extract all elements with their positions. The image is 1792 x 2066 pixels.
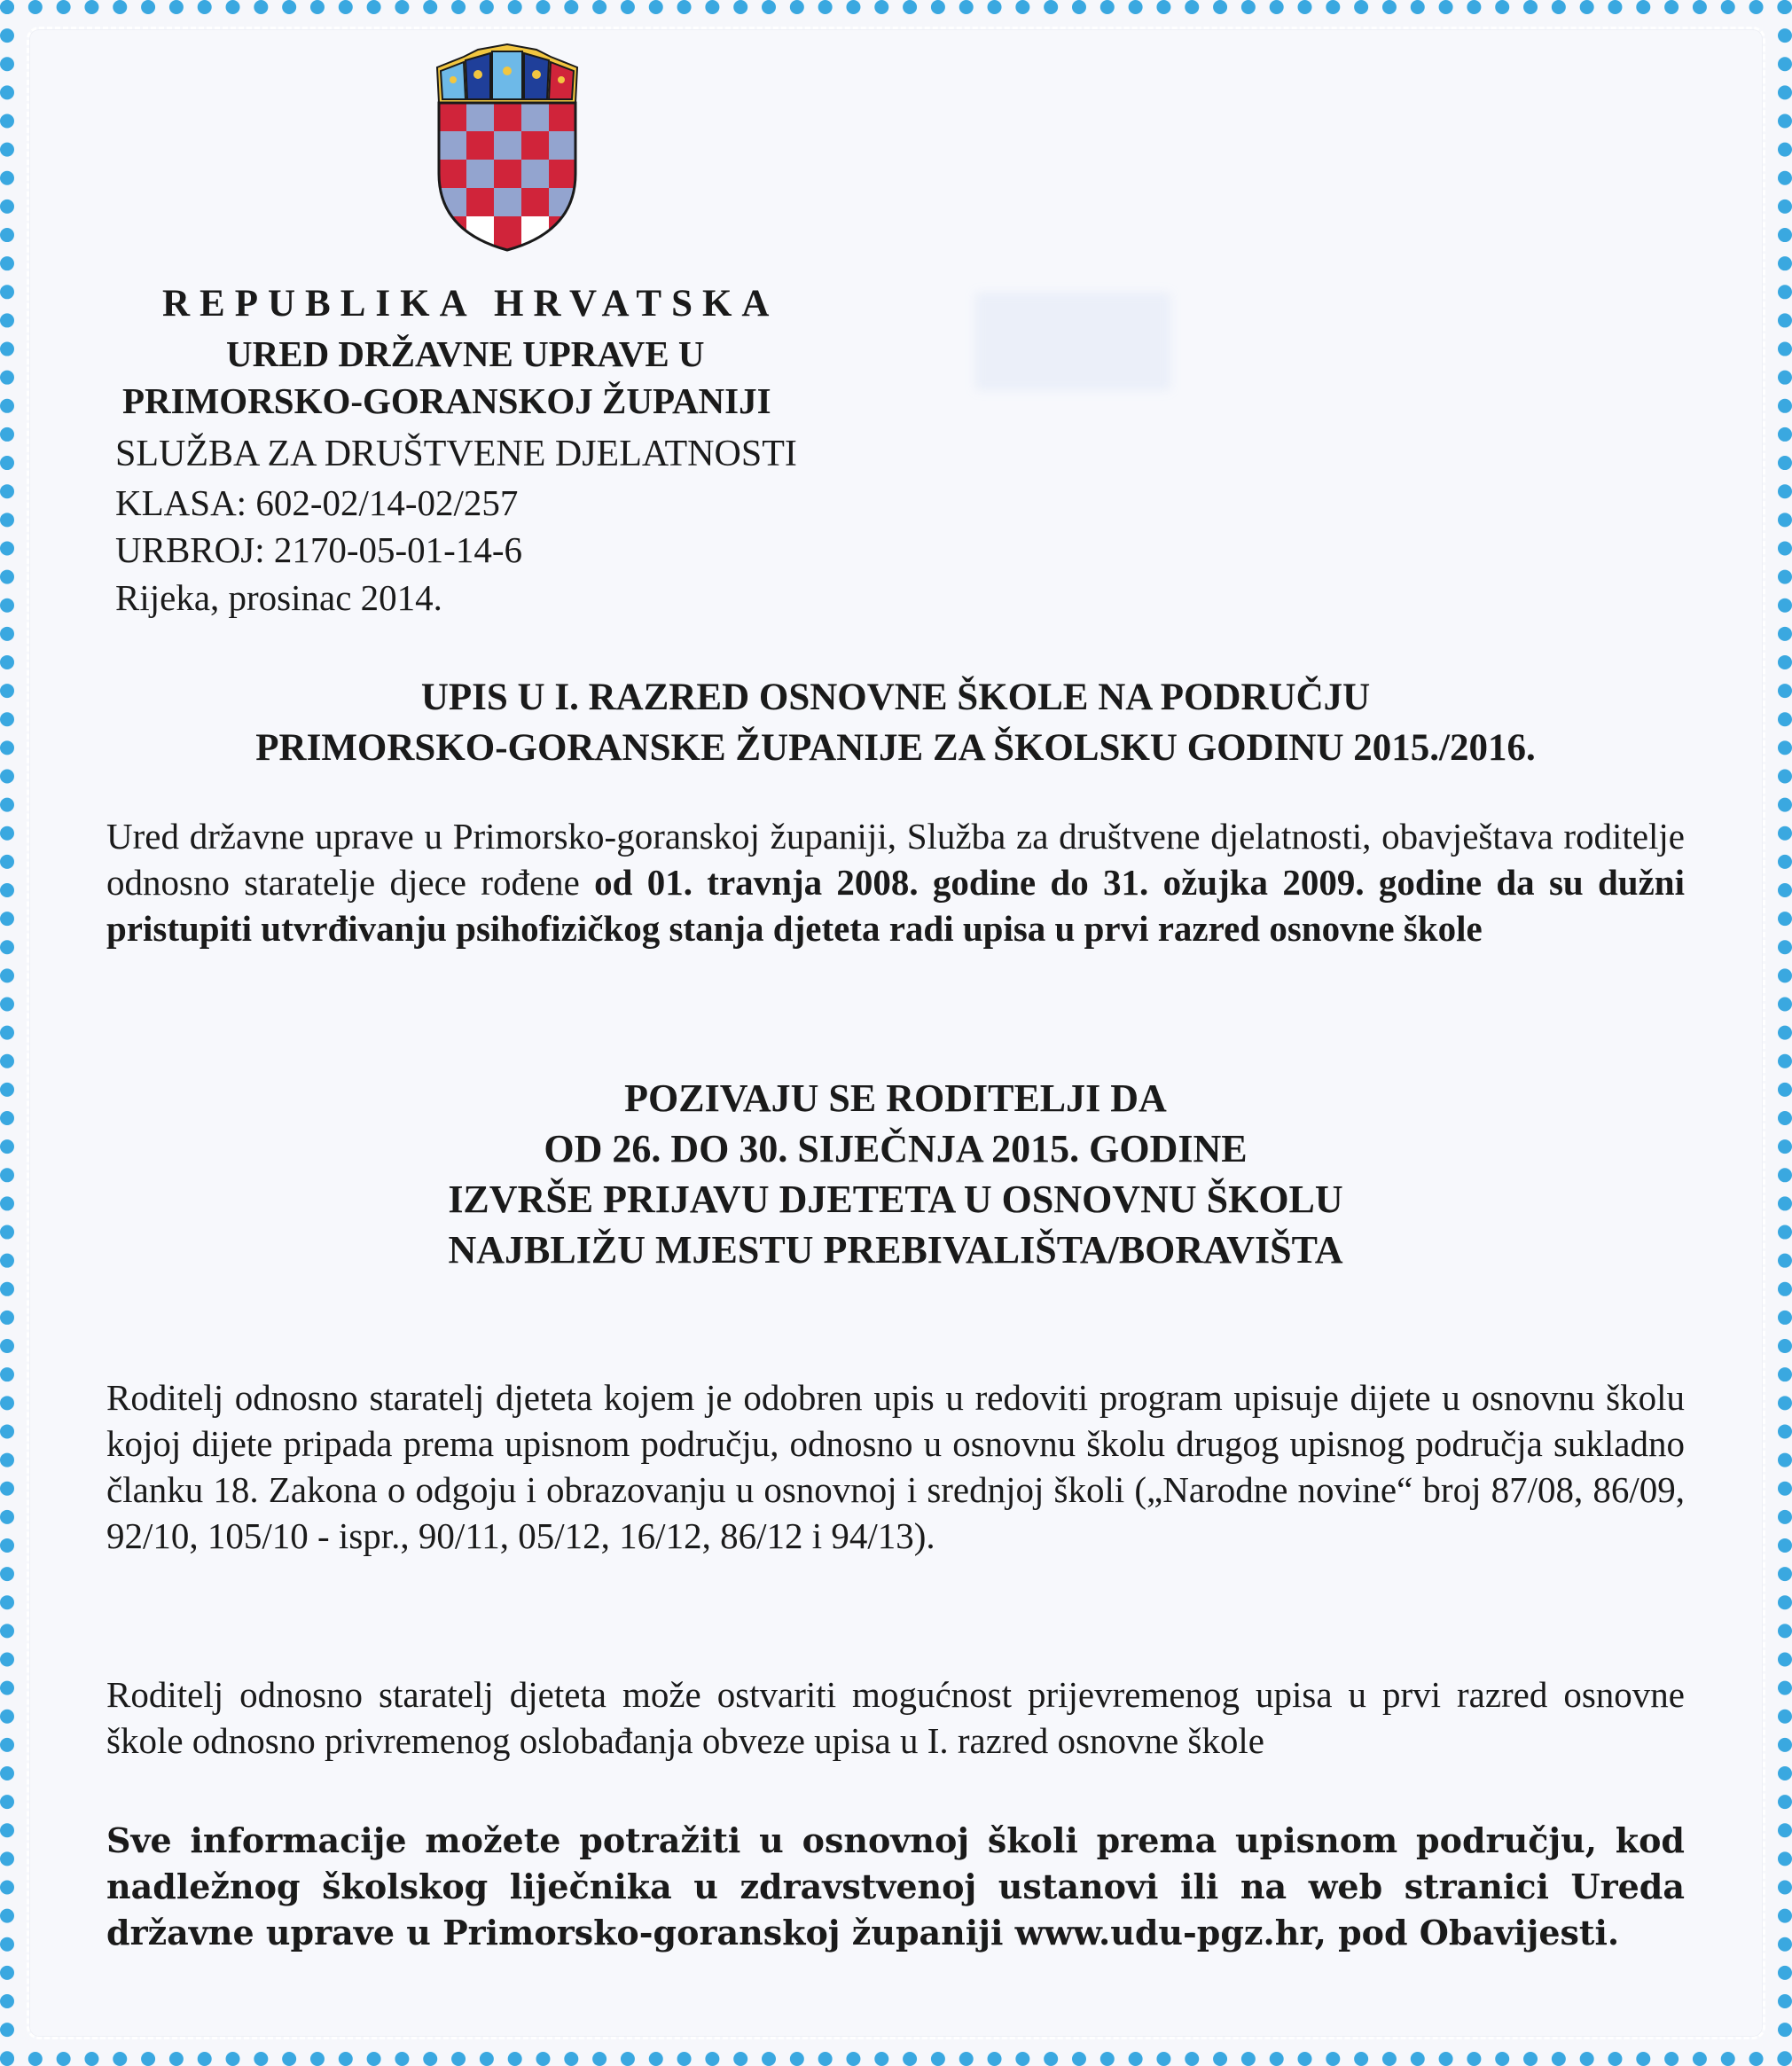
coat-of-arms-icon bbox=[432, 41, 583, 254]
intro-paragraph bbox=[106, 813, 1685, 951]
document-title-line1: UPIS U I. RAZRED OSNOVNE ŠKOLE NA PODRUČJU bbox=[420, 677, 1371, 718]
invitation-block bbox=[115, 1073, 1676, 1275]
country-name: REPUBLIKA HRVATSKA bbox=[162, 283, 779, 325]
service-name: SLUŽBA ZA DRUŠTVENE DJELATNOSTI bbox=[115, 434, 797, 474]
klasa-reference: KLASA: 602-02/14-02/257 bbox=[115, 482, 519, 523]
office-name-line1: URED DRŽAVNE UPRAVE U bbox=[226, 333, 705, 374]
invitation-line1: POZIVAJU SE RODITELJI DA bbox=[624, 1076, 1167, 1120]
invitation-line2: OD 26. DO 30. SIJEČNJA 2015. GODINE bbox=[544, 1127, 1248, 1170]
early-enrollment-paragraph: Roditelj odnosno staratelj djeteta može ostvariti mogućnost prijevremenog upisa u prvi razred osnovne škole odnosno privremenog oslobađanja obveze upisa u I. razred osnovne škole bbox=[106, 1674, 1685, 1761]
place-and-date: Rijeka, prosinac 2014. bbox=[115, 577, 442, 618]
information-paragraph: Sve informacije možete potražiti u osnovnoj školi prema upisnom području, kod nadležnog školskog liječnika u zdravstvenoj ustanovi ili na web stranici Ureda državne uprave u Primorsko-goranskoj županiji www.udu-pgz.hr, pod Obavijesti. bbox=[106, 1820, 1685, 1953]
invitation-line4: NAJBLIŽU MJESTU PREBIVALIŠTA/BORAVIŠTA bbox=[448, 1228, 1343, 1272]
intro-text: Ured državne uprave u Primorsko-goranskoj županiji, Služba za društvene djelatnosti, obavještava roditelje odnosno staratelje djece rođene bbox=[106, 816, 1685, 903]
urbroj-reference: URBROJ: 2170-05-01-14-6 bbox=[115, 529, 522, 570]
intro-bold-text: od 01. travnja 2008. godine do 31. ožujka 2009. godine da su dužni pristupiti utvrđivanju psihofizičkog stanja djeteta radi upisa u prvi razred osnovne škole bbox=[106, 862, 1686, 949]
document-title-line2: PRIMORSKO-GORANSKE ŽUPANIJE ZA ŠKOLSKU GODINU 2015./2016. bbox=[255, 727, 1536, 769]
office-name-line2: PRIMORSKO-GORANSKOJ ŽUPANIJI bbox=[122, 380, 771, 421]
faint-stamp bbox=[975, 293, 1170, 390]
invitation-line3: IZVRŠE PRIJAVU DJETETA U OSNOVNU ŠKOLU bbox=[448, 1178, 1343, 1221]
enrollment-paragraph: Roditelj odnosno staratelj djeteta kojem je odobren upis u redoviti program upisuje dijete u osnovnu školu kojoj dijete pripada prema upisnom području, odnosno u osnovnu školu drugog upisnog područja sukladno članku 18. Zakona o odgoju i obrazovanju u osnovnoj i srednjoj školi („Narodne novine“ broj 87/08, 86/09, 92/10, 105/10 - ispr., 90/11, 05/12, 16/12, 86/12 i 94/13). bbox=[106, 1377, 1685, 1556]
